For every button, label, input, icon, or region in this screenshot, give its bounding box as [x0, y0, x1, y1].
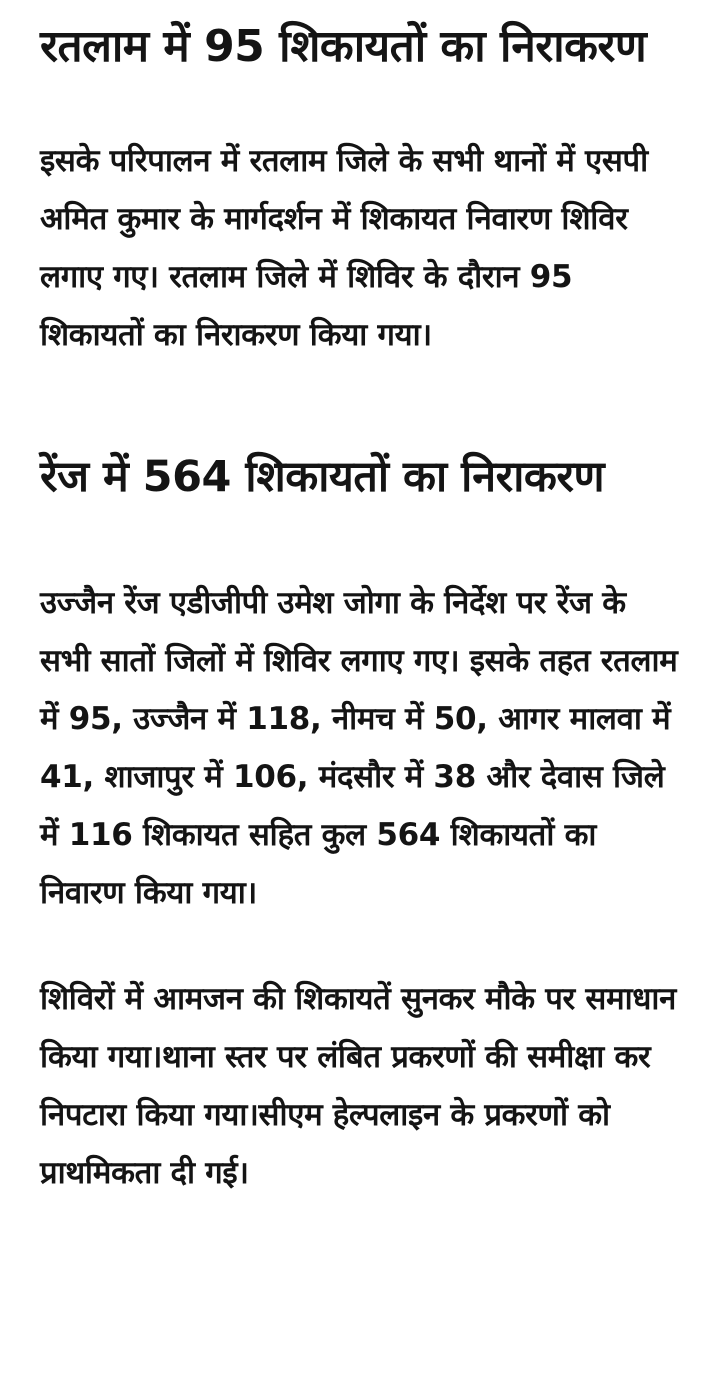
paragraph-ratlam-camp: इसके परिपालन में रतलाम जिले के सभी थानों में एसपी अमित कुमार के मार्गदर्शन में शिकायत निवारण शिविर लगाए गए। रतलाम जिले में शिविर के दौरान 95 शिकायतों का निराकरण किया गया।: [40, 143, 648, 353]
spacer: [40, 512, 686, 574]
section-heading-ratlam: रतलाम में 95 शिकायतों का निराकरण: [40, 21, 647, 72]
paragraph-camp-outcome: शिविरों में आमजन की शिकायतें सुनकर मौके पर समाधान किया गया।थाना स्तर पर लंबित प्रकरणों की समीक्षा कर निपटारा किया गया।सीएम हेल्पलाइन के प्रकरणों को प्राथमिकता दी गई।: [40, 981, 677, 1191]
spacer: [40, 84, 686, 132]
spacer: [40, 364, 686, 442]
section-heading-range: रेंज में 564 शिकायतों का निराकरण: [40, 452, 605, 502]
spacer: [40, 922, 686, 970]
paragraph-range-districts: उज्जैन रेंज एडीजीपी उमेश जोगा के निर्देश पर रेंज के सभी सातों जिलों में शिविर लगाए गए। इसके तहत रतलाम में 95, उज्जैन में 118, नीमच में 50, आगर मालवा में 41, शाजापुर में 106, मंदसौर में 38 और देवास जिले में 116 शिकायत सहित कुल 564 शिकायतों का निवारण किया गया।: [40, 585, 678, 911]
